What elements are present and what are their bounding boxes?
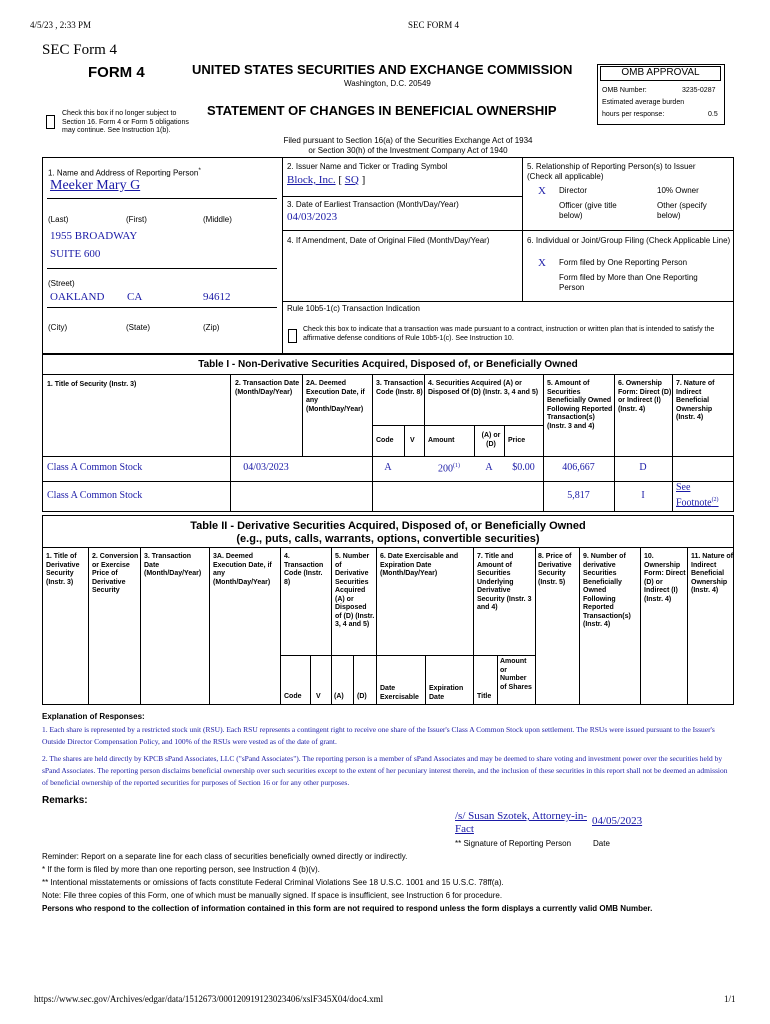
t1-h3: 3. Transaction Code (Instr. 8) (376, 380, 424, 396)
explanation-note-2: 2. The shares are held directly by KPCB sPand Associates, LLC ("sPand Associates"). The reporting person is a member of sPand Associates and may be deemed to share voting and investment power over the securities held by sPand Associates. The reporting person disclaims beneficial ownership over such securities except to the extent of her pecuniary interest therein, and the inclusion of these securities in this report shall not be deemed an admission of beneficial ownership of the reported securities for purposes of Section 16 or for any other purposes. (42, 754, 728, 787)
t2-code: Code (284, 693, 302, 700)
filing-type-label: 6. Individual or Joint/Group Filing (Check Applicable Line) (527, 236, 731, 245)
omb-hours-label: hours per response: (602, 111, 665, 118)
remarks-heading: Remarks: (42, 795, 88, 806)
print-title: SEC FORM 4 (408, 20, 460, 30)
omb-number-label: OMB Number: (602, 87, 647, 94)
t1-row1-ad: A (485, 462, 493, 473)
amendment-label: 4. If Amendment, Date of Original Filed (Month/Day/Year) (287, 236, 490, 245)
statement-title: STATEMENT OF CHANGES IN BENEFICIAL OWNERSHIP (207, 103, 557, 118)
signature-date-label: Date (593, 839, 610, 848)
explanation-note-1: 1. Each share is represented by a restricted stock unit (RSU). Each RSU represents a contingent right to receive one share of the Issuer's Class A Common Stock upon settlement. The RSUs were issued pursuant to the Issuer's Outside Director Compensation Policy, and 100% of the RSUs were vested as of the date of grant. (42, 725, 715, 746)
other-label: Other (specify below) (657, 201, 707, 220)
t1-row2-nature[interactable]: See Footnote$^{(2)}$ (676, 482, 719, 509)
t1-row1-price: $0.00 (512, 462, 535, 473)
footer-line-2: ** Intentional misstatements or omissions of facts constitute Federal Criminal Violations See 18 U.S.C. 1001 and 15 U.S.C. 78ff(a). (42, 878, 504, 887)
director-x: X (538, 185, 546, 197)
t2-h8: 8. Price of Derivative Security (Instr. 5) (538, 553, 572, 586)
footer-line-3: Note: File three copies of this Form, one of which must be manually signed. If space is insufficient, see Instruction 6 for procedure. (42, 891, 503, 900)
t2-h2: 2. Conversion or Exercise Price of Derivative Security (92, 553, 139, 594)
t1-ad: (A) or (D) (481, 432, 501, 448)
t1-h2: 2. Transaction Date (Month/Day/Year) (235, 380, 300, 396)
t2-shares: Amount or Number of Shares (500, 658, 532, 691)
last-label: (Last) (48, 215, 69, 224)
t1-row1-code: A (384, 462, 392, 473)
t1-row1-form: D (639, 462, 647, 473)
signature-label: ** Signature of Reporting Person (455, 839, 572, 848)
t1-h4: 4. Securities Acquired (A) or Disposed Of (D) (Instr. 3, 4 and 5) (428, 380, 539, 396)
t1-h2a: 2A. Deemed Execution Date, if any (Month/Day/Year) (306, 380, 365, 413)
footer-reminder: Reminder: Report on a separate line for each class of securities beneficially owned directly or indirectly. (42, 852, 408, 861)
omb-title: OMB APPROVAL (600, 66, 721, 81)
director-label: Director (559, 186, 588, 195)
omb-number: 3235-0287 (682, 87, 716, 94)
earliest-date: 04/03/2023 (287, 211, 338, 223)
zip-value: 94612 (203, 291, 231, 303)
t1-h5: 5. Amount of Securities Beneficially Owned Following Reported Transaction(s) (Instr. 3 and 4) (547, 380, 613, 430)
t2-exercisable: Date Exercisable (380, 685, 419, 701)
table-2-title: Table II - Derivative Securities Acquired, Disposed of, or Beneficially Owned (e.g., puts, calls, warrants, options, convertible securities) (190, 520, 586, 545)
table-1-title: Table I - Non-Derivative Securities Acquired, Disposed of, or Beneficially Owned (198, 359, 578, 370)
t1-row1-owned: 406,667 (562, 462, 595, 473)
t2-h7: 7. Title and Amount of Securities Underlying Derivative Security (Instr. 3 and 4) (477, 553, 532, 611)
rule-10b5-text: Check this box to indicate that a transaction was made pursuant to a contract, instruction or written plan that is intended to satisfy the affirmative defense conditions of Rule 10b5-1(c). See Instruction 10. (303, 326, 715, 342)
t2-a: (A) (334, 693, 344, 700)
t2-h5: 5. Number of Derivative Securities Acquired (A) or Disposed of (D) (Instr. 3, 4 and 5) (335, 553, 375, 628)
street-label: (Street) (48, 279, 75, 288)
first-label: (First) (126, 215, 147, 224)
t2-h4: 4. Transaction Code (Instr. 8) (284, 553, 324, 586)
t1-amount: Amount (428, 437, 455, 444)
t1-row2-title: Class A Common Stock (47, 490, 143, 501)
footer-line-1: * If the form is filed by more than one reporting person, see Instruction 4 (b)(v). (42, 865, 320, 874)
t2-h11: 11. Nature of Indirect Beneficial Ownership (Instr. 4) (691, 553, 734, 594)
t1-row2-form: I (641, 490, 645, 501)
t1-code: Code (376, 437, 394, 444)
omb-hours: 0.5 (708, 111, 718, 118)
t2-h3: 3. Transaction Date (Month/Day/Year) (144, 553, 202, 577)
city-label: (City) (48, 323, 68, 332)
t1-v: V (410, 437, 415, 444)
officer-label: Officer (give title below) (559, 201, 617, 220)
footer-line-4: Persons who respond to the collection of information contained in this form are not required to respond unless the form displays a currently valid OMB Number. (42, 904, 653, 913)
issuer-ticker[interactable]: SQ (344, 174, 359, 186)
t2-title: Title (477, 693, 492, 700)
t2-h10: 10. Ownership Form: Direct (D) or Indirect (I) (Instr. 4) (644, 553, 686, 603)
zip-label: (Zip) (203, 323, 220, 332)
t2-h3a: 3A. Deemed Execution Date, if any (Month/Day/Year) (213, 553, 272, 586)
no-longer-subject-checkbox[interactable] (46, 115, 55, 129)
t2-expiration: Expiration Date (429, 685, 464, 701)
earliest-date-label: 3. Date of Earliest Transaction (Month/Day/Year) (287, 200, 459, 209)
t1-row1-title: Class A Common Stock (47, 462, 143, 473)
omb-burden-label: Estimated average burden (602, 99, 685, 106)
state-label: (State) (126, 323, 151, 332)
t1-row2-owned: 5,817 (567, 490, 590, 501)
issuer-name-line: Block, Inc. [ SQ ] (287, 174, 366, 186)
explanation-heading: Explanation of Responses: (42, 712, 145, 721)
filing-one-x: X (538, 257, 546, 269)
print-datetime: 4/5/23 , 2:33 PM (30, 20, 92, 30)
filed-pursuant: Filed pursuant to Section 16(a) of the Securities Exchange Act of 1934 or Section 30(h) of the Investment Company Act of 1940 (283, 136, 533, 155)
rule-10b5-label: Rule 10b5-1(c) Transaction Indication (287, 304, 420, 313)
page-number: 1/1 (724, 994, 736, 1004)
street-line-2: SUITE 600 (50, 248, 101, 260)
rule-10b5-checkbox[interactable] (288, 329, 297, 343)
t1-row1-amount: 200$^{(1)}$ (438, 463, 460, 475)
table-1 (42, 354, 734, 512)
ten-percent-owner-label: 10% Owner (657, 186, 699, 195)
reporting-person-label: 1. Name and Address of Reporting Person* (48, 167, 201, 178)
issuer-label: 2. Issuer Name and Ticker or Trading Symbol (287, 162, 448, 171)
issuer-name[interactable]: Block, Inc. (287, 174, 336, 186)
t2-h9: 9. Number of derivative Securities Beneficially Owned Following Reported Transaction(s) (Instr. 4) (583, 553, 631, 628)
agency-title: UNITED STATES SECURITIES AND EXCHANGE COMMISSION (192, 62, 573, 77)
t1-row1-date: 04/03/2023 (243, 462, 289, 473)
signature-name[interactable]: /s/ Susan Szotek, Attorney-in-Fact (455, 810, 587, 835)
t1-h1: 1. Title of Security (Instr. 3) (47, 381, 137, 388)
agency-city: Washington, D.C. 20549 (344, 79, 431, 88)
signature-date: 04/05/2023 (592, 815, 643, 827)
t2-h6: 6. Date Exercisable and Expiration Date (Month/Day/Year) (380, 553, 459, 577)
sec-form-label: SEC Form 4 (42, 42, 118, 58)
t2-h1: 1. Title of Derivative Security (Instr. 3) (46, 553, 80, 586)
reporting-person-name[interactable]: Meeker Mary G (50, 178, 141, 193)
no-longer-subject-text: Check this box if no longer subject to Section 16. Form 4 or Form 5 obligations may continue. See Instruction 1(b). (62, 110, 189, 134)
city-value: OAKLAND (50, 291, 105, 303)
t1-h6: 6. Ownership Form: Direct (D) or Indirect (I) (Instr. 4) (618, 380, 672, 413)
page-url[interactable]: https://www.sec.gov/Archives/edgar/data/1512673/000120919123023406/xslF345X04/doc4.xml (34, 994, 384, 1004)
t2-d: (D) (357, 693, 367, 700)
form-label: FORM 4 (88, 64, 145, 81)
t1-price: Price (508, 437, 526, 444)
street-line-1: 1955 BROADWAY (50, 230, 138, 242)
relationship-label: 5. Relationship of Reporting Person(s) to Issuer (Check all applicable) (527, 162, 696, 181)
middle-label: (Middle) (203, 215, 232, 224)
filing-more-label: Form filed by More than One Reporting Person (559, 273, 698, 292)
t2-v: V (316, 693, 321, 700)
t1-h7: 7. Nature of Indirect Beneficial Ownership (Instr. 4) (676, 380, 715, 421)
filing-one-label: Form filed by One Reporting Person (559, 258, 688, 267)
state-value: CA (127, 291, 143, 303)
